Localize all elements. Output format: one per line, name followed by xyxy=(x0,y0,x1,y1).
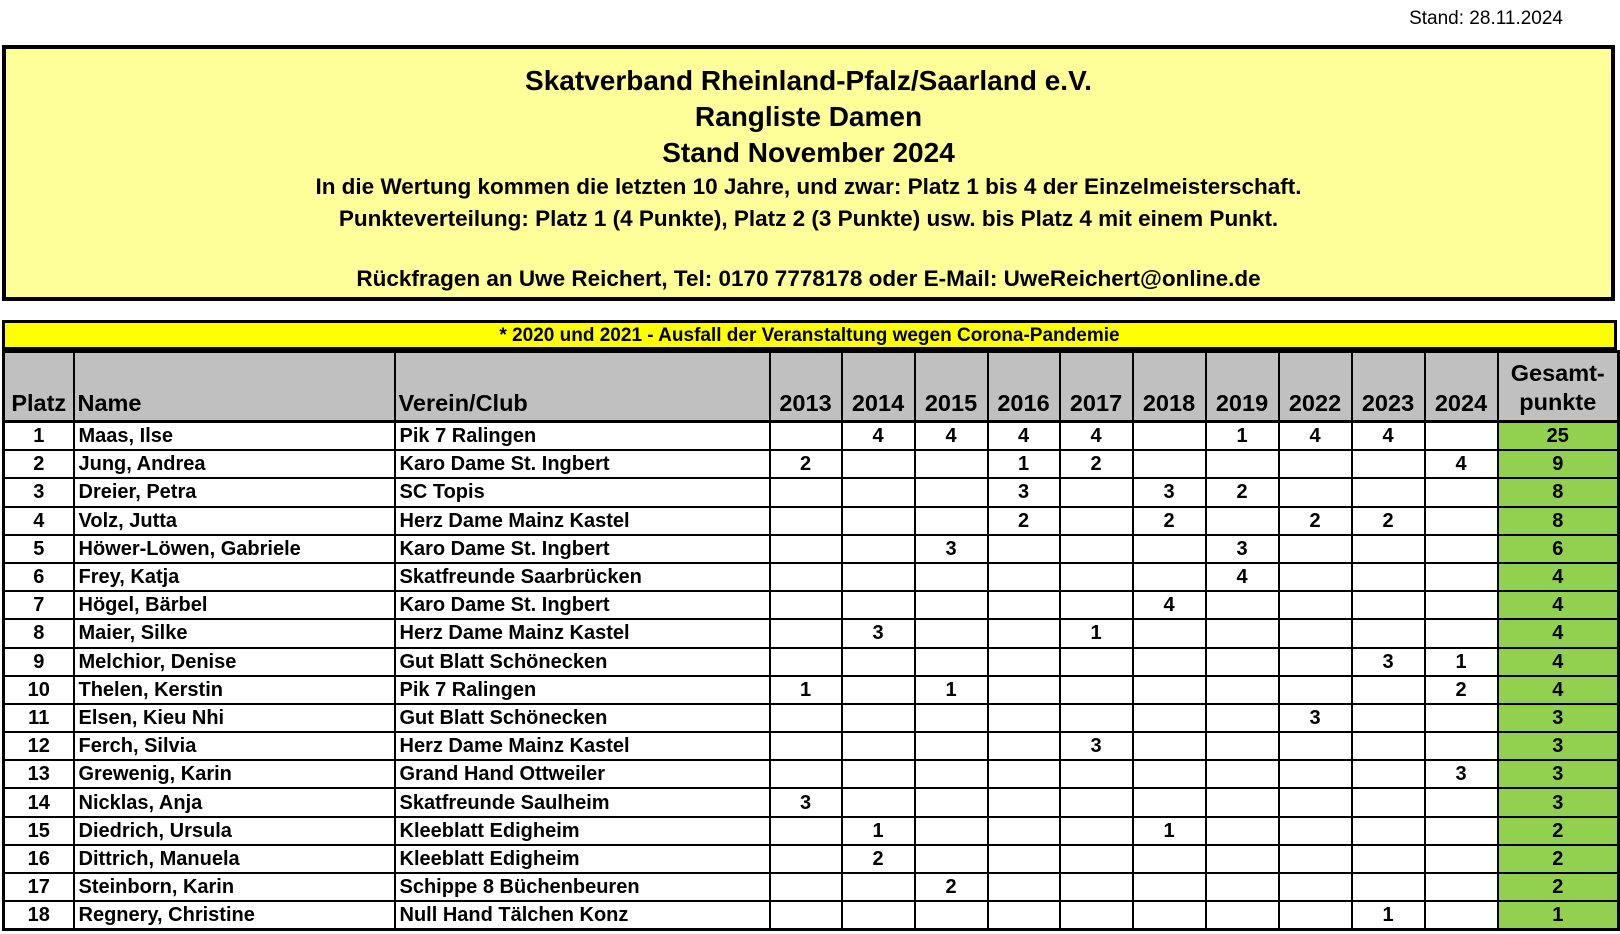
cell-year-points xyxy=(1133,422,1206,451)
cell-club: SC Topis xyxy=(395,478,770,506)
cell-name: Volz, Jutta xyxy=(74,507,395,535)
cell-club: Null Hand Tälchen Konz xyxy=(395,901,770,930)
cell-year-points: 1 xyxy=(1133,817,1206,845)
cell-place: 14 xyxy=(4,788,74,816)
cell-year-points: 2 xyxy=(915,873,988,901)
cell-year-points xyxy=(770,619,842,647)
header-title-association: Skatverband Rheinland-Pfalz/Saarland e.V. xyxy=(525,65,1092,96)
cell-year-points: 1 xyxy=(1425,648,1498,676)
cell-club: Karo Dame St. Ingbert xyxy=(395,450,770,478)
cell-year-points: 1 xyxy=(915,676,988,704)
cell-total-points: 3 xyxy=(1498,760,1619,788)
cell-year-points: 2 xyxy=(1133,507,1206,535)
cell-year-points xyxy=(1060,788,1133,816)
cell-year-points xyxy=(770,760,842,788)
cell-name: Frey, Katja xyxy=(74,563,395,591)
cell-year-points: 4 xyxy=(915,422,988,451)
cell-year-points xyxy=(1352,845,1425,873)
cell-year-points xyxy=(1060,648,1133,676)
cell-year-points xyxy=(1352,450,1425,478)
table-row xyxy=(4,788,1619,816)
cell-total-points: 3 xyxy=(1498,704,1619,732)
cell-club: Pik 7 Ralingen xyxy=(395,422,770,451)
cell-total-points: 2 xyxy=(1498,817,1619,845)
cell-year-points xyxy=(988,704,1060,732)
cell-name: Ferch, Silvia xyxy=(74,732,395,760)
cell-name: Regnery, Christine xyxy=(74,901,395,930)
cell-club: Herz Dame Mainz Kastel xyxy=(395,732,770,760)
cell-total-points: 4 xyxy=(1498,563,1619,591)
cell-year-points xyxy=(842,591,915,619)
header-title-ranking: Rangliste Damen xyxy=(694,101,923,132)
cell-total-points: 1 xyxy=(1498,901,1619,930)
cell-year-points xyxy=(988,873,1060,901)
cell-year-points xyxy=(1425,873,1498,901)
cell-year-points xyxy=(915,732,988,760)
stand-date: Stand: 28.11.2024 xyxy=(1409,8,1563,29)
cell-year-points xyxy=(770,648,842,676)
table-row xyxy=(4,563,1619,591)
cell-place: 15 xyxy=(4,817,74,845)
column-header-year: 2017 xyxy=(1060,352,1133,422)
cell-year-points xyxy=(1206,676,1279,704)
cell-year-points xyxy=(1279,676,1352,704)
cell-place: 16 xyxy=(4,845,74,873)
corona-notice: * 2020 und 2021 - Ausfall der Veranstaltung wegen Corona-Pandemie xyxy=(2,320,1617,350)
cell-year-points: 1 xyxy=(1206,422,1279,451)
cell-year-points xyxy=(988,619,1060,647)
cell-year-points xyxy=(1279,873,1352,901)
cell-year-points: 4 xyxy=(1060,422,1133,451)
table-row xyxy=(4,732,1619,760)
cell-year-points xyxy=(1279,760,1352,788)
cell-year-points xyxy=(1206,788,1279,816)
cell-year-points xyxy=(915,648,988,676)
cell-name: Jung, Andrea xyxy=(74,450,395,478)
cell-year-points xyxy=(915,788,988,816)
cell-year-points xyxy=(1060,817,1133,845)
cell-year-points xyxy=(1206,732,1279,760)
column-header-year: 2014 xyxy=(842,352,915,422)
cell-name: Dreier, Petra xyxy=(74,478,395,506)
cell-year-points xyxy=(842,732,915,760)
cell-place: 7 xyxy=(4,591,74,619)
table-row xyxy=(4,648,1619,676)
cell-year-points xyxy=(915,845,988,873)
cell-year-points xyxy=(1060,676,1133,704)
cell-year-points xyxy=(1133,450,1206,478)
cell-year-points xyxy=(1206,507,1279,535)
cell-year-points: 2 xyxy=(1206,478,1279,506)
cell-year-points xyxy=(1352,732,1425,760)
cell-total-points: 9 xyxy=(1498,450,1619,478)
cell-year-points xyxy=(1060,535,1133,563)
cell-year-points xyxy=(1060,901,1133,930)
cell-year-points xyxy=(1206,817,1279,845)
cell-year-points xyxy=(1352,704,1425,732)
cell-year-points xyxy=(1425,732,1498,760)
cell-year-points xyxy=(1206,591,1279,619)
cell-year-points xyxy=(770,817,842,845)
cell-year-points: 4 xyxy=(1352,422,1425,451)
cell-year-points: 4 xyxy=(1425,450,1498,478)
cell-year-points xyxy=(1279,478,1352,506)
cell-year-points xyxy=(1133,732,1206,760)
cell-year-points: 2 xyxy=(1279,507,1352,535)
cell-year-points xyxy=(988,535,1060,563)
cell-year-points xyxy=(988,563,1060,591)
cell-total-points: 25 xyxy=(1498,422,1619,451)
cell-name: Steinborn, Karin xyxy=(74,873,395,901)
cell-place: 12 xyxy=(4,732,74,760)
table-row xyxy=(4,478,1619,506)
cell-club: Skatfreunde Saarbrücken xyxy=(395,563,770,591)
cell-year-points xyxy=(1133,788,1206,816)
column-header-year: 2024 xyxy=(1425,352,1498,422)
cell-year-points: 1 xyxy=(1352,901,1425,930)
table-header-row xyxy=(4,352,1619,422)
cell-year-points xyxy=(1279,450,1352,478)
cell-year-points xyxy=(1206,845,1279,873)
cell-year-points xyxy=(1425,535,1498,563)
cell-place: 1 xyxy=(4,422,74,451)
cell-year-points xyxy=(1060,563,1133,591)
cell-total-points: 4 xyxy=(1498,591,1619,619)
cell-year-points xyxy=(1352,535,1425,563)
cell-year-points xyxy=(1060,704,1133,732)
cell-place: 5 xyxy=(4,535,74,563)
table-row xyxy=(4,873,1619,901)
cell-total-points: 8 xyxy=(1498,507,1619,535)
cell-year-points xyxy=(842,535,915,563)
cell-place: 3 xyxy=(4,478,74,506)
cell-year-points xyxy=(915,817,988,845)
cell-club: Herz Dame Mainz Kastel xyxy=(395,507,770,535)
cell-year-points xyxy=(915,760,988,788)
column-header-year: 2022 xyxy=(1279,352,1352,422)
cell-year-points xyxy=(915,901,988,930)
cell-year-points xyxy=(842,676,915,704)
cell-club: Kleeblatt Edigheim xyxy=(395,845,770,873)
cell-year-points xyxy=(1352,873,1425,901)
cell-place: 2 xyxy=(4,450,74,478)
cell-place: 6 xyxy=(4,563,74,591)
cell-year-points: 2 xyxy=(1425,676,1498,704)
column-header-year: 2013 xyxy=(770,352,842,422)
cell-year-points xyxy=(842,788,915,816)
cell-year-points xyxy=(842,901,915,930)
column-header-total-line2: punkte xyxy=(1519,389,1597,415)
cell-name: Nicklas, Anja xyxy=(74,788,395,816)
cell-year-points xyxy=(1206,619,1279,647)
table-row xyxy=(4,535,1619,563)
cell-year-points xyxy=(842,704,915,732)
table-row xyxy=(4,591,1619,619)
cell-year-points xyxy=(1206,901,1279,930)
cell-year-points: 4 xyxy=(842,422,915,451)
cell-year-points xyxy=(915,563,988,591)
cell-year-points xyxy=(1133,676,1206,704)
cell-year-points xyxy=(842,563,915,591)
cell-total-points: 3 xyxy=(1498,788,1619,816)
cell-year-points xyxy=(1060,478,1133,506)
table-row xyxy=(4,422,1619,451)
cell-year-points xyxy=(1133,704,1206,732)
cell-year-points xyxy=(770,901,842,930)
cell-year-points: 2 xyxy=(842,845,915,873)
column-header-name: Name xyxy=(74,352,395,422)
cell-year-points xyxy=(1425,845,1498,873)
ranking-table-wrap xyxy=(2,320,1617,931)
cell-club: Skatfreunde Saulheim xyxy=(395,788,770,816)
column-header-club: Verein/Club xyxy=(395,352,770,422)
cell-name: Grewenig, Karin xyxy=(74,760,395,788)
cell-year-points xyxy=(988,591,1060,619)
cell-year-points xyxy=(1425,619,1498,647)
cell-place: 13 xyxy=(4,760,74,788)
cell-year-points: 4 xyxy=(1133,591,1206,619)
cell-year-points xyxy=(1279,563,1352,591)
column-header-year: 2018 xyxy=(1133,352,1206,422)
cell-year-points: 3 xyxy=(1352,648,1425,676)
cell-year-points xyxy=(842,760,915,788)
cell-year-points xyxy=(1425,478,1498,506)
cell-year-points xyxy=(1206,648,1279,676)
cell-year-points xyxy=(1425,817,1498,845)
cell-year-points: 3 xyxy=(1279,704,1352,732)
cell-year-points xyxy=(770,478,842,506)
cell-place: 11 xyxy=(4,704,74,732)
cell-club: Pik 7 Ralingen xyxy=(395,676,770,704)
column-header-year: 2023 xyxy=(1352,352,1425,422)
table-row xyxy=(4,760,1619,788)
cell-year-points xyxy=(770,535,842,563)
cell-total-points: 3 xyxy=(1498,732,1619,760)
cell-year-points: 3 xyxy=(842,619,915,647)
cell-year-points xyxy=(1352,676,1425,704)
cell-year-points xyxy=(988,817,1060,845)
cell-year-points xyxy=(1279,591,1352,619)
column-header-year: 2019 xyxy=(1206,352,1279,422)
cell-year-points xyxy=(1133,760,1206,788)
cell-year-points xyxy=(915,478,988,506)
cell-year-points xyxy=(1279,788,1352,816)
cell-club: Herz Dame Mainz Kastel xyxy=(395,619,770,647)
header-rule-line: In die Wertung kommen die letzten 10 Jahre, und zwar: Platz 1 bis 4 der Einzelmeisterschaft. xyxy=(315,174,1302,199)
cell-year-points: 3 xyxy=(1425,760,1498,788)
cell-year-points xyxy=(988,788,1060,816)
cell-total-points: 2 xyxy=(1498,845,1619,873)
table-row xyxy=(4,676,1619,704)
cell-year-points: 3 xyxy=(1060,732,1133,760)
cell-year-points xyxy=(915,591,988,619)
cell-year-points xyxy=(915,619,988,647)
cell-year-points xyxy=(770,873,842,901)
table-row xyxy=(4,450,1619,478)
header-points-line: Punkteverteilung: Platz 1 (4 Punkte), Platz 2 (3 Punkte) usw. bis Platz 4 mit einem Punkt. xyxy=(338,206,1279,231)
cell-year-points xyxy=(1206,873,1279,901)
table-row xyxy=(4,619,1619,647)
cell-year-points xyxy=(915,704,988,732)
column-header-total-line1: Gesamt- xyxy=(1510,360,1605,386)
column-header-year: 2015 xyxy=(915,352,988,422)
cell-name: Diedrich, Ursula xyxy=(74,817,395,845)
cell-year-points xyxy=(988,732,1060,760)
cell-year-points xyxy=(1060,507,1133,535)
cell-year-points: 2 xyxy=(1352,507,1425,535)
cell-place: 17 xyxy=(4,873,74,901)
cell-name: Maier, Silke xyxy=(74,619,395,647)
cell-year-points xyxy=(1279,817,1352,845)
cell-year-points xyxy=(770,704,842,732)
header-title-date: Stand November 2024 xyxy=(662,137,955,168)
cell-name: Elsen, Kieu Nhi xyxy=(74,704,395,732)
cell-year-points xyxy=(842,648,915,676)
column-header-place: Platz xyxy=(4,352,74,422)
cell-year-points xyxy=(1060,760,1133,788)
cell-name: Högel, Bärbel xyxy=(74,591,395,619)
cell-year-points xyxy=(1206,450,1279,478)
cell-year-points: 2 xyxy=(988,507,1060,535)
cell-place: 4 xyxy=(4,507,74,535)
cell-club: Kleeblatt Edigheim xyxy=(395,817,770,845)
cell-year-points xyxy=(1206,704,1279,732)
cell-year-points xyxy=(915,450,988,478)
cell-total-points: 4 xyxy=(1498,619,1619,647)
table-row xyxy=(4,704,1619,732)
cell-name: Höwer-Löwen, Gabriele xyxy=(74,535,395,563)
cell-year-points xyxy=(1425,507,1498,535)
cell-place: 10 xyxy=(4,676,74,704)
cell-year-points xyxy=(1279,845,1352,873)
cell-year-points xyxy=(842,450,915,478)
header-contact-line: Rückfragen an Uwe Reichert, Tel: 0170 7778178 oder E-Mail: UweReichert@online.de xyxy=(356,266,1261,291)
cell-year-points xyxy=(988,901,1060,930)
cell-club: Karo Dame St. Ingbert xyxy=(395,535,770,563)
ranking-table xyxy=(2,350,1620,931)
cell-year-points xyxy=(770,591,842,619)
cell-year-points xyxy=(1133,563,1206,591)
cell-year-points: 4 xyxy=(1279,422,1352,451)
cell-name: Thelen, Kerstin xyxy=(74,676,395,704)
cell-year-points xyxy=(842,507,915,535)
header-box xyxy=(2,45,1615,301)
cell-year-points xyxy=(1352,817,1425,845)
cell-club: Schippe 8 Büchenbeuren xyxy=(395,873,770,901)
cell-year-points: 3 xyxy=(988,478,1060,506)
cell-year-points: 3 xyxy=(915,535,988,563)
cell-year-points xyxy=(1060,845,1133,873)
cell-total-points: 2 xyxy=(1498,873,1619,901)
column-header-total xyxy=(1498,352,1619,422)
cell-year-points xyxy=(1352,478,1425,506)
cell-year-points xyxy=(988,845,1060,873)
cell-year-points xyxy=(770,563,842,591)
cell-year-points xyxy=(988,760,1060,788)
cell-year-points xyxy=(770,845,842,873)
cell-name: Maas, Ilse xyxy=(74,422,395,451)
cell-year-points: 1 xyxy=(770,676,842,704)
cell-year-points xyxy=(1279,648,1352,676)
cell-total-points: 6 xyxy=(1498,535,1619,563)
cell-year-points xyxy=(988,676,1060,704)
table-row xyxy=(4,845,1619,873)
table-row xyxy=(4,901,1619,930)
cell-year-points xyxy=(770,507,842,535)
cell-year-points: 3 xyxy=(1133,478,1206,506)
cell-year-points: 1 xyxy=(988,450,1060,478)
cell-year-points: 1 xyxy=(842,817,915,845)
cell-year-points xyxy=(1425,704,1498,732)
cell-year-points: 1 xyxy=(1060,619,1133,647)
cell-year-points xyxy=(842,873,915,901)
cell-club: Karo Dame St. Ingbert xyxy=(395,591,770,619)
cell-year-points xyxy=(1425,591,1498,619)
cell-total-points: 4 xyxy=(1498,648,1619,676)
cell-name: Dittrich, Manuela xyxy=(74,845,395,873)
cell-name: Melchior, Denise xyxy=(74,648,395,676)
cell-total-points: 8 xyxy=(1498,478,1619,506)
cell-year-points xyxy=(1133,535,1206,563)
cell-year-points xyxy=(1279,901,1352,930)
cell-year-points xyxy=(1425,563,1498,591)
cell-year-points: 4 xyxy=(988,422,1060,451)
cell-year-points xyxy=(1279,619,1352,647)
cell-year-points xyxy=(1060,591,1133,619)
cell-place: 8 xyxy=(4,619,74,647)
cell-place: 18 xyxy=(4,901,74,930)
cell-year-points: 2 xyxy=(770,450,842,478)
ranking-body xyxy=(4,422,1619,930)
cell-year-points xyxy=(1206,760,1279,788)
cell-year-points xyxy=(988,648,1060,676)
cell-year-points xyxy=(1133,873,1206,901)
cell-year-points: 4 xyxy=(1206,563,1279,591)
table-row xyxy=(4,507,1619,535)
cell-year-points xyxy=(1133,619,1206,647)
cell-year-points xyxy=(770,422,842,451)
cell-place: 9 xyxy=(4,648,74,676)
cell-year-points xyxy=(1352,619,1425,647)
cell-year-points xyxy=(1060,873,1133,901)
cell-year-points xyxy=(770,732,842,760)
cell-year-points: 2 xyxy=(1060,450,1133,478)
table-row xyxy=(4,817,1619,845)
cell-year-points xyxy=(1133,845,1206,873)
cell-club: Gut Blatt Schönecken xyxy=(395,648,770,676)
cell-year-points xyxy=(1279,732,1352,760)
cell-year-points xyxy=(915,507,988,535)
column-header-year: 2016 xyxy=(988,352,1060,422)
cell-club: Grand Hand Ottweiler xyxy=(395,760,770,788)
cell-year-points xyxy=(1352,760,1425,788)
cell-year-points xyxy=(1133,648,1206,676)
cell-year-points xyxy=(1279,535,1352,563)
cell-year-points xyxy=(1425,788,1498,816)
cell-club: Gut Blatt Schönecken xyxy=(395,704,770,732)
cell-total-points: 4 xyxy=(1498,676,1619,704)
cell-year-points xyxy=(1425,422,1498,451)
cell-year-points xyxy=(1425,901,1498,930)
cell-year-points xyxy=(1352,591,1425,619)
cell-year-points xyxy=(1352,563,1425,591)
cell-year-points xyxy=(842,478,915,506)
cell-year-points: 3 xyxy=(1206,535,1279,563)
cell-year-points xyxy=(1133,901,1206,930)
cell-year-points: 3 xyxy=(770,788,842,816)
cell-year-points xyxy=(1352,788,1425,816)
